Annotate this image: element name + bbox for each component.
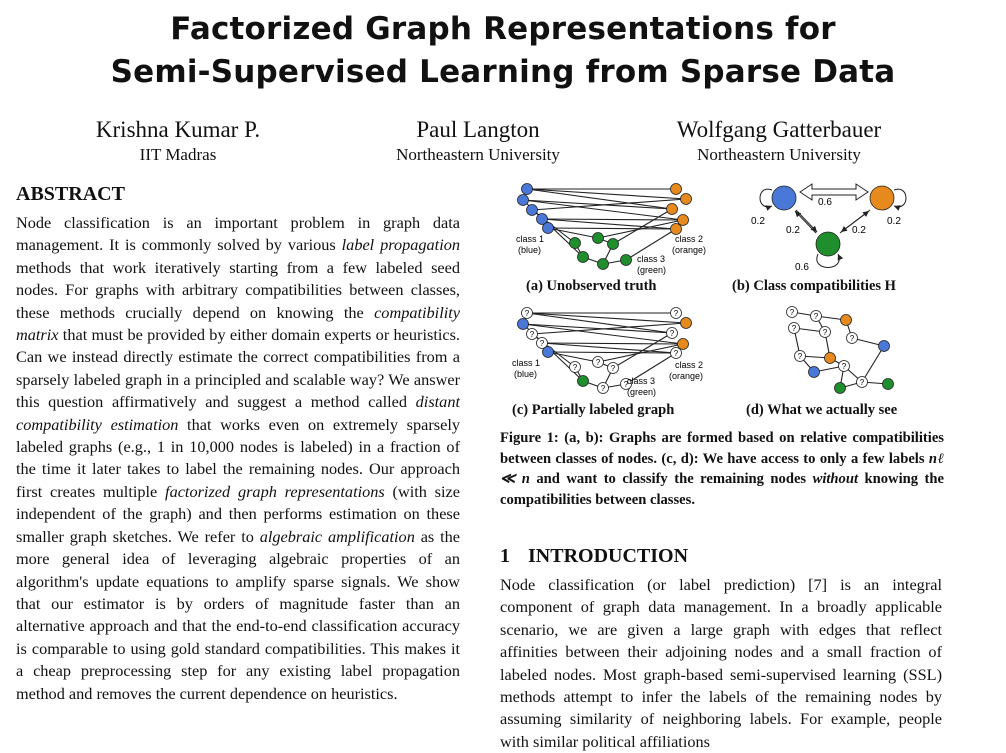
graph-node — [598, 259, 609, 270]
class-2-label-a: class 2 — [675, 234, 704, 244]
intro-text: is an integral component of graph data management. In a broadly applicable scenario, we are given a large graph with edges that reflect affinities between their adjoining nodes and a small fraction of labeled nodes. Most graph-based semi-supervised learning (SSL) methods attempt to infer the labels of the remaining nodes by assuming similarity of neighboring labels. For example, people with similar political affiliations — [500, 575, 942, 751]
abstract-emphasis: compatibility matrix — [16, 302, 460, 345]
graph-edge — [862, 346, 884, 382]
intro-text: Node classification (or label prediction) — [500, 575, 809, 594]
graph-node — [870, 186, 894, 210]
graph-node — [678, 215, 689, 226]
unknown-mark: ? — [539, 339, 545, 348]
title-line-2: Semi-Supervised Learning from Sparse Data — [110, 54, 896, 90]
introduction-body — [500, 574, 942, 753]
section-number: 1 — [500, 545, 510, 567]
graph-node — [772, 186, 796, 210]
self-loop — [894, 189, 906, 207]
class-1-color-a: (blue) — [518, 245, 542, 255]
class-3-color-a: (green) — [637, 265, 667, 275]
graph-node — [518, 195, 529, 206]
unknown-mark: ? — [600, 384, 606, 393]
unknown-mark: ? — [529, 330, 535, 339]
graph-node — [816, 232, 840, 256]
graph-node — [522, 184, 533, 195]
graph-edge — [527, 189, 672, 209]
graph-node — [527, 205, 538, 216]
graph-node — [518, 319, 529, 330]
unknown-mark: ? — [822, 328, 828, 337]
graph-node — [578, 376, 589, 387]
graph-node — [543, 347, 554, 358]
subfigure-b-label: (b) Class compatibilities H — [732, 278, 896, 294]
class-1-label-a: class 1 — [516, 234, 545, 244]
class-2-color-c: (orange) — [669, 371, 704, 381]
author-name: Krishna Kumar P. — [95, 117, 261, 142]
graph-node — [835, 383, 846, 394]
abstract-emphasis: label propagation — [341, 235, 461, 255]
graph-node — [593, 233, 604, 244]
graph-edge — [548, 352, 676, 353]
unknown-mark: ? — [849, 334, 855, 343]
graph-node — [825, 353, 836, 364]
unknown-mark: ? — [669, 329, 675, 338]
graph-node — [621, 255, 632, 266]
section-title: INTRODUCTION — [528, 545, 689, 567]
unknown-mark: ? — [859, 378, 865, 387]
abstract-emphasis: distant compatibility estimation — [16, 392, 460, 434]
graph-edge — [613, 209, 672, 244]
graph-node — [841, 315, 852, 326]
graph-node — [671, 184, 682, 195]
graph-node — [570, 238, 581, 249]
graph-node — [543, 223, 554, 234]
panel-d-graph — [787, 307, 894, 394]
graph-node — [678, 339, 689, 350]
author-2 — [328, 116, 628, 166]
author-affiliation: Northeastern University — [697, 145, 861, 164]
graph-edge — [542, 219, 683, 220]
graph-edge — [527, 313, 672, 333]
h-blue-green: 0.2 — [786, 225, 800, 236]
graph-edge — [548, 352, 598, 362]
caption-text: and want to classify the remaining nodes — [529, 471, 813, 488]
class-3-label-c: class 3 — [627, 376, 656, 386]
unknown-mark: ? — [791, 324, 797, 333]
graph-node — [671, 224, 682, 235]
h-self-orange: 0.2 — [887, 216, 901, 227]
graph-node — [667, 204, 678, 215]
class-1-label-c: class 1 — [512, 358, 541, 368]
abstract-emphasis: algebraic amplification — [259, 526, 415, 546]
author-name: Wolfgang Gatterbauer — [676, 117, 882, 142]
abstract-text: as the more general idea of leveraging algebraic properties of an algorithm's update equations to amplify sparse signals. We show that our estimator is by orders of magnitude faster than an alternative approach and that the end-to-end classification accuracy is comparable to using gold standard compatibilities. This makes it a cheap preprocessing step for any existing label propagation method and removes the current dependence on heuristics. — [16, 526, 461, 703]
unknown-mark: ? — [841, 362, 847, 371]
citation: [7] — [808, 575, 828, 594]
self-loop — [760, 189, 772, 207]
abstract-text: methods that work iteratively starting from a few labeled seed nodes. For graphs with arbitrary compatibilities between classes, these methods crucially depend on knowing the — [16, 257, 460, 322]
introduction-heading — [500, 544, 688, 568]
class-3-color-c: (green) — [627, 387, 657, 397]
abstract-emphasis: factorized graph representations — [165, 481, 385, 501]
graph-edge — [548, 228, 676, 229]
h-blue-orange: 0.6 — [818, 197, 832, 208]
class-1-color-c: (blue) — [514, 369, 538, 379]
figure-1-caption — [500, 428, 944, 510]
class-2-color-a: (orange) — [672, 245, 707, 255]
graph-node — [809, 367, 820, 378]
graph-edge — [542, 343, 676, 353]
graph-edge — [613, 333, 672, 368]
unknown-mark: ? — [610, 364, 616, 373]
unknown-mark: ? — [789, 308, 795, 317]
graph-edge — [548, 228, 598, 238]
unknown-mark: ? — [813, 312, 819, 321]
unknown-mark: ? — [524, 309, 530, 318]
figure-1 — [500, 178, 945, 430]
graph-node — [608, 239, 619, 250]
abstract-section — [16, 182, 460, 705]
class-2-label-c: class 2 — [675, 360, 704, 370]
unknown-mark: ? — [595, 358, 601, 367]
graph-edge — [542, 343, 683, 344]
h-orange-green: 0.2 — [852, 225, 866, 236]
caption-math: nℓ ≪ n — [500, 450, 944, 488]
abstract-text: that must be provided by either domain experts or heuristics. Can we instead directly estimate the correct compatibilities from a sparsely labeled graph in a principled and scalable way? We answer this question affirmatively and suggest a method called — [16, 325, 460, 412]
caption-text: Figure 1: (a, b): Graphs are formed based on relative compatibilities between classes of nodes. (c, d): We have access to only a few labels — [500, 430, 944, 467]
caption-emphasis: without — [812, 471, 859, 488]
graph-edge — [527, 313, 686, 323]
graph-node — [879, 341, 890, 352]
unknown-mark: ? — [623, 380, 629, 389]
author-name: Paul Langton — [416, 117, 540, 142]
graph-node — [681, 194, 692, 205]
class-3-label-a: class 3 — [637, 254, 666, 264]
unknown-mark: ? — [572, 363, 578, 372]
h-self-blue: 0.2 — [751, 216, 765, 227]
caption-text: knowing the compatibilities between classes. — [500, 471, 944, 508]
double-arrow — [800, 184, 868, 200]
figure-1-graphs — [500, 178, 945, 430]
author-affiliation: IIT Madras — [139, 145, 217, 164]
panel-c-graph — [518, 308, 692, 394]
abstract-heading: ABSTRACT — [16, 183, 125, 205]
abstract-body — [16, 212, 460, 705]
panel-b-compatibility-graph — [760, 184, 906, 268]
abstract-text: that works even on extremely sparsely labeled graphs (e.g., 1 in 10,000 nodes is labeled) in a fraction of the time it later takes to label the remaining nodes. Our approach first creates multiple — [16, 414, 460, 501]
h-self-green: 0.6 — [795, 262, 809, 273]
subfigure-c-label: (c) Partially labeled graph — [512, 402, 675, 418]
graph-node — [883, 379, 894, 390]
graph-node — [578, 252, 589, 263]
graph-edge — [542, 219, 676, 229]
paper-title — [0, 8, 1006, 94]
title-line-1: Factorized Graph Representations for — [170, 11, 836, 47]
author-affiliation: Northeastern University — [396, 145, 560, 164]
author-1 — [28, 116, 328, 166]
abstract-text: (with size independent of the graph) and then performs estimation on these smaller graph sketches. We refer to — [16, 481, 460, 546]
subfigure-d-label: (d) What we actually see — [746, 402, 898, 418]
unknown-mark: ? — [673, 349, 679, 358]
graph-edge — [527, 189, 686, 199]
author-3 — [629, 116, 929, 166]
subfigure-a-label: (a) Unobserved truth — [526, 278, 657, 294]
abstract-text: Node classification is an important problem in graph data management. It is commonly solved by various — [16, 213, 460, 255]
unknown-mark: ? — [797, 352, 803, 361]
panel-a-graph — [518, 184, 692, 270]
graph-node — [681, 318, 692, 329]
unknown-mark: ? — [673, 309, 679, 318]
